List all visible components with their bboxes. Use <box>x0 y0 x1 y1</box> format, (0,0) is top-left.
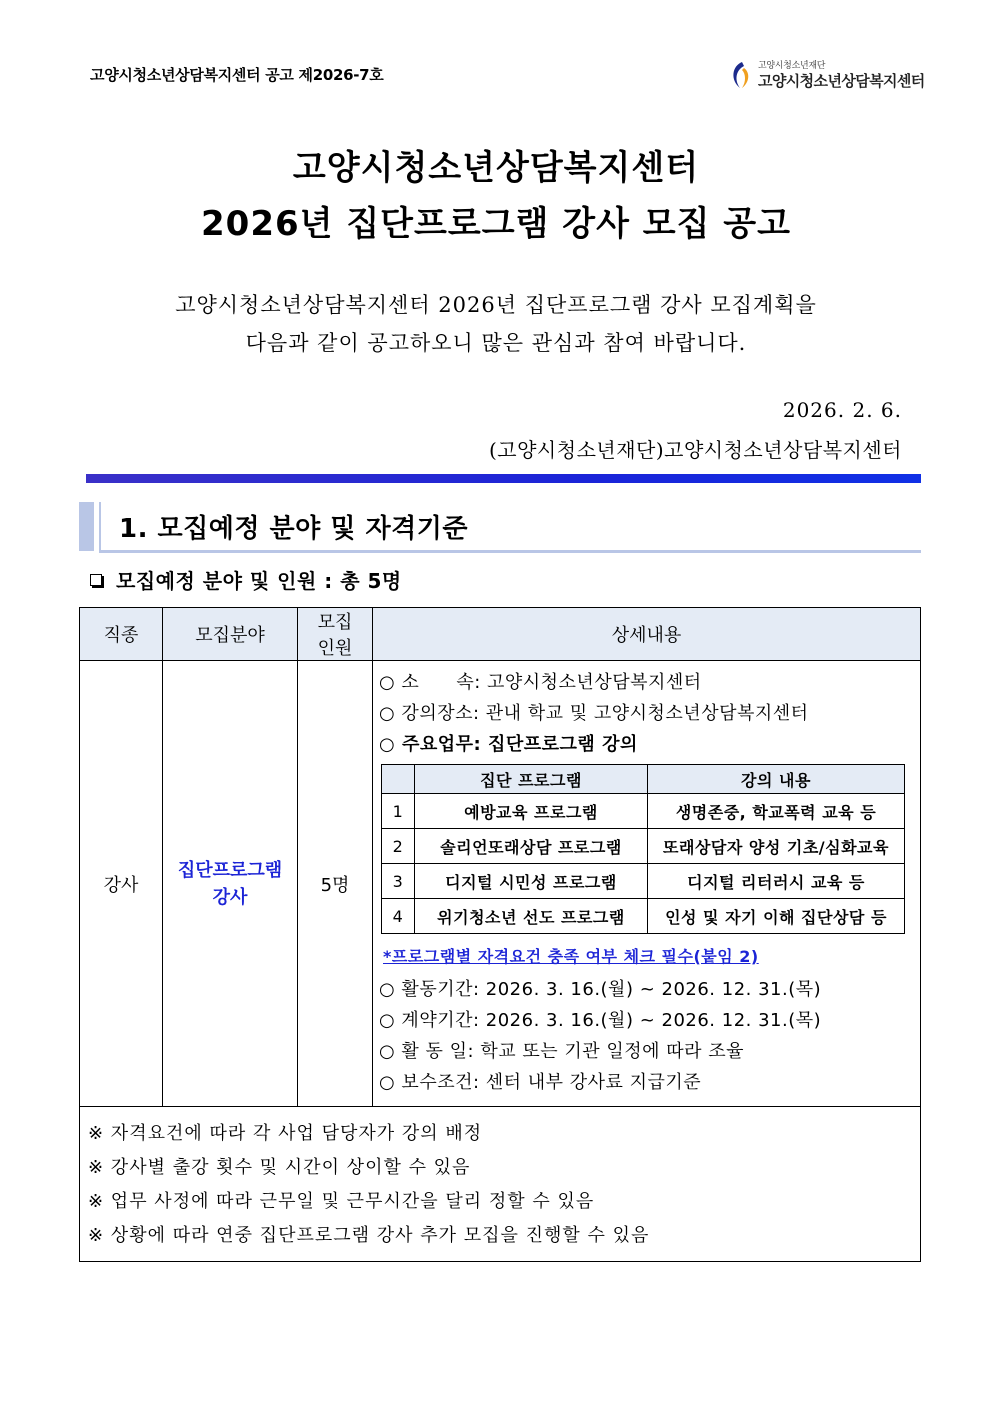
header-field: 모집분야 <box>163 608 298 661</box>
note-item: ※ 자격요건에 따라 각 사업 담당자가 강의 배정 <box>88 1123 483 1144</box>
detail-pay: ○ 보수조건: 센터 내부 강사료 지급기준 <box>379 1072 702 1093</box>
header-job-type: 직종 <box>80 608 163 661</box>
cell-count: 5명 <box>298 661 373 1107</box>
intro-line1: 고양시청소년상담복지센터 2026년 집단프로그램 강사 모집계획을 <box>175 293 817 317</box>
detail-duty: ○ 주요업무: 집단프로그램 강의 <box>379 734 638 755</box>
program-row <box>382 829 905 864</box>
header-count-line2: 인원 <box>317 638 353 659</box>
program-content: 인성 및 자기 이해 집단상담 등 <box>648 899 905 934</box>
program-content: 생명존중, 학교폭력 교육 등 <box>648 794 905 829</box>
checkbox-bullet-icon <box>90 574 102 586</box>
section-heading <box>79 502 921 553</box>
detail-activity-period: ○ 활동기간: 2026. 3. 16.(월) ~ 2026. 12. 31.(목) <box>379 979 822 1000</box>
issuer-name: (고양시청소년재단)고양시청소년상담복지센터 <box>488 438 902 462</box>
detail-activity-days: ○ 활 동 일: 학교 또는 기관 일정에 따라 조율 <box>379 1041 744 1062</box>
program-row <box>382 794 905 829</box>
recruitment-table <box>79 607 921 1262</box>
intro-text <box>0 286 992 362</box>
program-content: 디지털 리터러시 교육 등 <box>648 864 905 899</box>
program-header-no <box>382 765 415 794</box>
section-accent-line <box>99 502 101 553</box>
table-header-row <box>80 608 921 661</box>
page-title-line1: 고양시청소년상담복지센터 <box>292 148 700 188</box>
program-row <box>382 899 905 934</box>
program-name: 위기청소년 선도 프로그램 <box>415 899 648 934</box>
cell-job-type: 강사 <box>80 661 163 1107</box>
foundation-logo <box>728 58 925 92</box>
section-underline <box>99 550 921 553</box>
section-title: 1. 모집예정 분야 및 자격기준 <box>119 514 468 544</box>
subsection-heading <box>90 565 402 594</box>
program-content: 또래상담자 양성 기초/심화교육 <box>648 829 905 864</box>
program-table <box>381 764 905 934</box>
program-name: 예방교육 프로그램 <box>415 794 648 829</box>
program-row <box>382 864 905 899</box>
section-accent-bar <box>79 502 94 551</box>
detail-contract-period: ○ 계약기간: 2026. 3. 16.(월) ~ 2026. 12. 31.(목) <box>379 1010 822 1031</box>
note-item: ※ 상황에 따라 연중 집단프로그램 강사 추가 모집을 진행할 수 있음 <box>88 1225 650 1246</box>
program-name: 디지털 시민성 프로그램 <box>415 864 648 899</box>
intro-line2: 다음과 같이 공고하오니 많은 관심과 참여 바랍니다. <box>245 331 747 355</box>
program-no: 4 <box>382 899 415 934</box>
subsection-title: 모집예정 분야 및 인원 : 총 5명 <box>116 569 402 593</box>
program-no: 2 <box>382 829 415 864</box>
header-count <box>298 608 373 661</box>
cell-field-line2: 강사 <box>212 886 248 908</box>
program-header-row <box>382 765 905 794</box>
note-item: ※ 강사별 출강 횟수 및 시간이 상이할 수 있음 <box>88 1157 471 1178</box>
cell-field-line1: 집단프로그램 <box>177 859 283 881</box>
program-name: 솔리언또래상담 프로그램 <box>415 829 648 864</box>
notes-cell <box>80 1107 921 1262</box>
foundation-logo-icon <box>728 60 752 90</box>
cell-field <box>163 661 298 1107</box>
detail-venue: ○ 강의장소: 관내 학교 및 고양시청소년상담복지센터 <box>379 703 809 724</box>
divider-rule <box>86 474 921 483</box>
page-title-line2: 2026년 집단프로그램 강사 모집 공고 <box>201 204 791 244</box>
program-no: 3 <box>382 864 415 899</box>
notice-number: 고양시청소년상담복지센터 공고 제2026-7호 <box>90 66 384 84</box>
logo-center-name: 고양시청소년상담복지센터 <box>758 72 925 90</box>
program-header-content: 강의 내용 <box>648 765 905 794</box>
header-count-line1: 모집 <box>317 612 353 633</box>
requirement-note: *프로그램별 자격요건 충족 여부 체크 필수(붙임 2) <box>383 947 759 966</box>
logo-foundation-name: 고양시청소년재단 <box>758 61 826 71</box>
table-notes-row <box>80 1107 921 1262</box>
header-details: 상세내용 <box>373 608 921 661</box>
detail-affiliation: ○ 소 속: 고양시청소년상담복지센터 <box>379 672 702 693</box>
table-row <box>80 661 921 1107</box>
note-item: ※ 업무 사정에 따라 근무일 및 근무시간을 달리 정할 수 있음 <box>88 1191 595 1212</box>
notice-date: 2026. 2. 6. <box>782 398 902 422</box>
cell-details <box>373 661 921 1107</box>
program-no: 1 <box>382 794 415 829</box>
program-header-name: 집단 프로그램 <box>415 765 648 794</box>
